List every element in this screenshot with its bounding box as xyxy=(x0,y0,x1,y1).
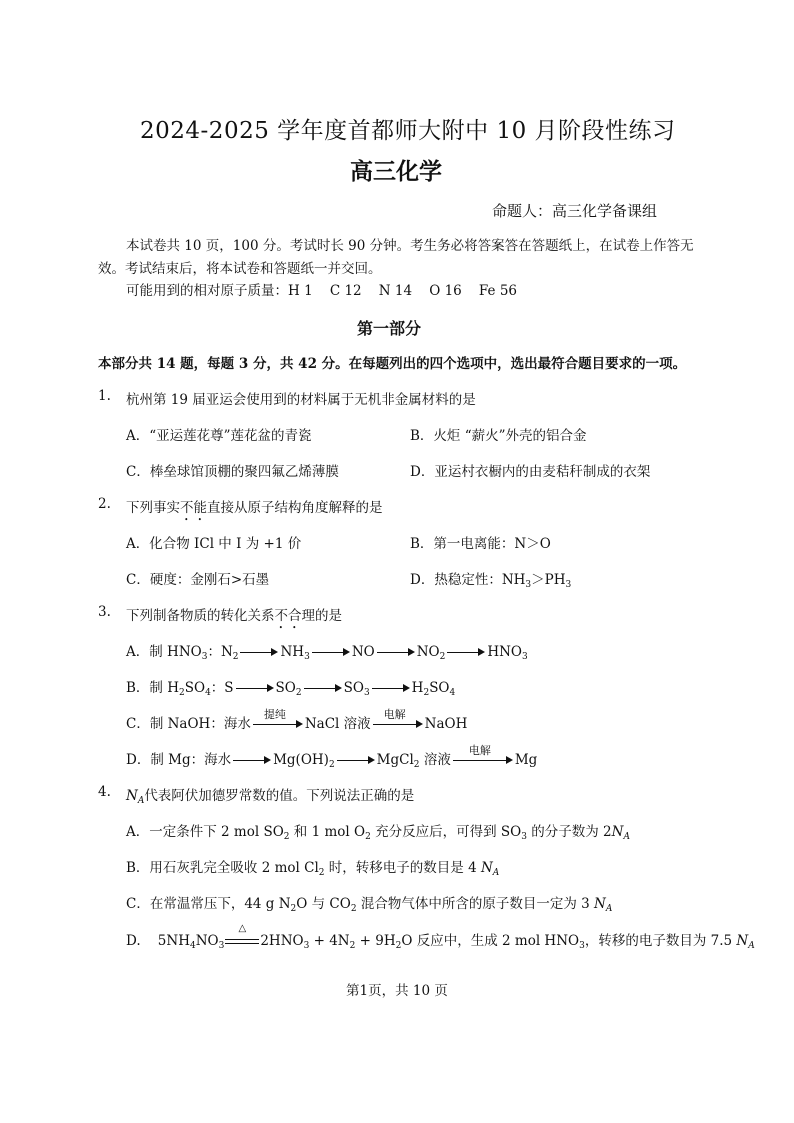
subscript: 2 xyxy=(439,652,446,662)
text-part: B．制 H xyxy=(126,680,179,696)
subscript: A xyxy=(748,941,755,951)
subscript: 3 xyxy=(304,652,310,662)
subscript: 2 xyxy=(328,760,335,770)
q2-option-c[interactable]: C．硬度：金刚石>石墨 xyxy=(126,572,270,588)
text-part: NO xyxy=(416,644,440,660)
q4-option-c[interactable] xyxy=(126,892,612,912)
text-part: SO xyxy=(275,680,296,696)
author-line: 命题人：高三化学备课组 xyxy=(492,202,658,220)
arrow-condition: 电解 xyxy=(468,743,491,757)
text-part: + 9H xyxy=(355,933,396,949)
avogadro-symbol: N xyxy=(736,933,749,949)
subscript: A xyxy=(605,904,613,914)
arrow-condition: 电解 xyxy=(383,707,406,721)
text-part: ： xyxy=(210,680,225,696)
text-part: HNO xyxy=(487,644,522,660)
heating-equals-sign xyxy=(225,922,259,947)
subscript: A xyxy=(137,796,145,806)
reaction-arrow xyxy=(233,756,271,766)
subscript: 2 xyxy=(283,832,290,842)
text-part: 和 1 mol O xyxy=(289,824,366,840)
subscript: 2 xyxy=(295,688,302,698)
reaction-arrow xyxy=(372,684,410,694)
text-part: A．一定条件下 2 mol SO xyxy=(126,824,284,840)
subscript: 3 xyxy=(565,580,572,590)
reaction-arrow xyxy=(240,648,278,658)
text-part: NaOH xyxy=(424,716,468,732)
heating-icon: △ xyxy=(238,922,247,934)
reaction-arrow xyxy=(337,756,375,766)
q4-option-a[interactable] xyxy=(126,820,630,840)
subscript: 4 xyxy=(189,941,196,951)
subscript: A xyxy=(623,832,630,842)
subscript: 2 xyxy=(349,941,356,951)
q3-number: 3. xyxy=(98,604,111,620)
text-part: ＞PH xyxy=(531,572,566,588)
subscript: 3 xyxy=(201,652,208,662)
q2-option-b[interactable]: B．第一电离能：N＞O xyxy=(410,536,551,552)
text-part: NaCl 溶液 xyxy=(304,716,371,732)
q4-stem xyxy=(126,784,414,804)
q4-number: 4. xyxy=(98,784,111,800)
q1-option-b[interactable]: B．火炬 “薪火”外壳的铝合金 xyxy=(410,428,587,444)
text-part: 的分子数为 2 xyxy=(526,824,612,840)
text-part: SO xyxy=(184,680,206,696)
subscript: 2 xyxy=(350,904,357,914)
q3-stem-emphasis: 不合 xyxy=(274,608,302,624)
section-intro: 本部分共 14 题，每题 3 分，共 42 分。在每题列出的四个选项中，选出最符合题目要求的一项。 xyxy=(98,356,687,372)
subscript: 2 xyxy=(365,832,371,842)
reaction-arrow xyxy=(304,684,342,694)
text-part: NH xyxy=(280,644,305,660)
q4-option-d[interactable] xyxy=(126,922,755,951)
text-part: O 与 CO xyxy=(296,896,351,912)
reaction-arrow xyxy=(373,707,423,730)
subscript: 3 xyxy=(303,941,310,951)
q3-option-a[interactable] xyxy=(126,640,528,660)
reaction-arrow xyxy=(447,648,485,658)
subscript: 3 xyxy=(363,688,370,698)
text-part: NO xyxy=(351,644,375,660)
subscript: 2 xyxy=(232,652,239,662)
text-part: C．制 NaOH：海水 xyxy=(126,716,251,732)
page-footer: 第1页，共 10 页 xyxy=(346,983,448,999)
text-part: Mg(OH) xyxy=(273,752,329,768)
subscript: 2 xyxy=(179,688,185,698)
reaction-arrow xyxy=(312,648,350,658)
text-part: 代表阿伏加德罗常数的值。下列说法正确的是 xyxy=(144,788,415,804)
subscript: 3 xyxy=(579,941,585,951)
reaction-arrow xyxy=(377,648,415,658)
q1-option-d[interactable]: D．亚运村衣橱内的由麦秸秆制成的衣架 xyxy=(410,464,651,480)
text-part: NO xyxy=(195,933,219,949)
section-title: 第一部分 xyxy=(357,319,422,338)
q2-stem-part: 直接从原子结构角度解释的是 xyxy=(207,500,383,516)
q2-option-a[interactable]: A．化合物 ICl 中 I 为 +1 价 xyxy=(126,536,302,552)
q1-option-c[interactable]: C．棒垒球馆顶棚的聚四氟乙烯薄膜 xyxy=(126,464,339,480)
text-part: A．制 HNO xyxy=(126,644,202,660)
q3-option-b[interactable] xyxy=(126,676,455,696)
subscript: 4 xyxy=(205,688,211,698)
text-part: ： xyxy=(207,644,221,660)
text-part: B．用石灰乳完全吸收 2 mol Cl xyxy=(126,860,319,876)
text-part: MgCl xyxy=(376,752,414,768)
q2-stem xyxy=(126,496,383,524)
text-part: C．在常温常压下，44 g N xyxy=(126,896,291,912)
text-part: ，转移的电子数目为 7.5 xyxy=(584,933,737,949)
subscript: A xyxy=(492,868,500,878)
atomic-masses: 可能用到的相对原子质量：H 1 C 12 N 14 O 16 Fe 56 xyxy=(126,283,518,299)
q2-stem-emphasis: 不能 xyxy=(180,500,207,516)
subscript: 3 xyxy=(218,941,225,951)
subscript: 2 xyxy=(318,868,325,878)
text-part: D. 5NH xyxy=(126,933,190,949)
exam-title: 2024-2025 学年度首都师大附中 10 月阶段性练习 xyxy=(140,118,676,144)
instructions-line-1: 本试卷共 10 页，100 分。考试时长 90 分钟。考生务必将答案答在答题纸上，在试卷上作答无 xyxy=(126,238,694,254)
arrow-condition: 提纯 xyxy=(263,707,286,721)
instructions-line-2: 效。考试结束后，将本试卷和答题纸一并交回。 xyxy=(98,261,382,277)
subscript: 3 xyxy=(521,832,527,842)
reaction-arrow xyxy=(236,684,274,694)
q3-stem xyxy=(126,604,342,632)
text-part: + 4N xyxy=(309,933,350,949)
text-part: SO xyxy=(343,680,364,696)
text-part: 溶液 xyxy=(419,752,451,768)
text-part: H xyxy=(411,680,424,696)
q1-stem: 杭州第 19 届亚运会使用到的材料属于无机非金属材料的是 xyxy=(126,392,476,408)
q1-number: 1. xyxy=(98,388,111,404)
q3-option-d[interactable] xyxy=(126,743,538,770)
subscript: 3 xyxy=(521,652,528,662)
text-part: 2HNO xyxy=(260,933,304,949)
subscript: 2 xyxy=(395,941,402,951)
text-part: O 反应中，生成 2 mol HNO xyxy=(401,933,580,949)
q3-stem-part: 理的是 xyxy=(301,608,342,624)
q2-number: 2. xyxy=(98,496,111,512)
avogadro-symbol: N xyxy=(480,860,493,876)
q4-option-b[interactable] xyxy=(126,856,499,876)
q2-option-d[interactable] xyxy=(410,568,571,588)
q3-option-c[interactable] xyxy=(126,707,468,732)
subscript: 3 xyxy=(525,580,532,590)
q1-option-a[interactable]: A．“亚运莲花尊”莲花盆的青瓷 xyxy=(126,428,312,444)
subscript: 4 xyxy=(449,688,456,698)
avogadro-symbol: N xyxy=(594,896,606,912)
text-part: SO xyxy=(429,680,450,696)
reaction-arrow xyxy=(253,707,303,730)
text-part: 充分反应后，可得到 SO xyxy=(370,824,522,840)
text-part: D．制 Mg：海水 xyxy=(126,752,232,768)
avogadro-symbol: N xyxy=(126,788,138,804)
reaction-arrow xyxy=(453,743,513,766)
avogadro-symbol: N xyxy=(611,824,624,840)
q3-stem-part: 下列制备物质的转化关系 xyxy=(126,608,275,624)
text-part: D．热稳定性：NH xyxy=(410,572,526,588)
subject-title: 高三化学 xyxy=(350,158,442,185)
subscript: 2 xyxy=(413,760,420,770)
text-part: N xyxy=(220,644,233,660)
subscript: 2 xyxy=(423,688,430,698)
text-part: S xyxy=(224,680,234,696)
text-part: 混合物气体中所含的原子数目一定为 3 xyxy=(356,896,595,912)
text-part: 时，转移电子的数目是 4 xyxy=(324,860,481,876)
text-part: Mg xyxy=(514,752,538,768)
subscript: 2 xyxy=(290,904,297,914)
q2-stem-part: 下列事实 xyxy=(126,500,180,516)
